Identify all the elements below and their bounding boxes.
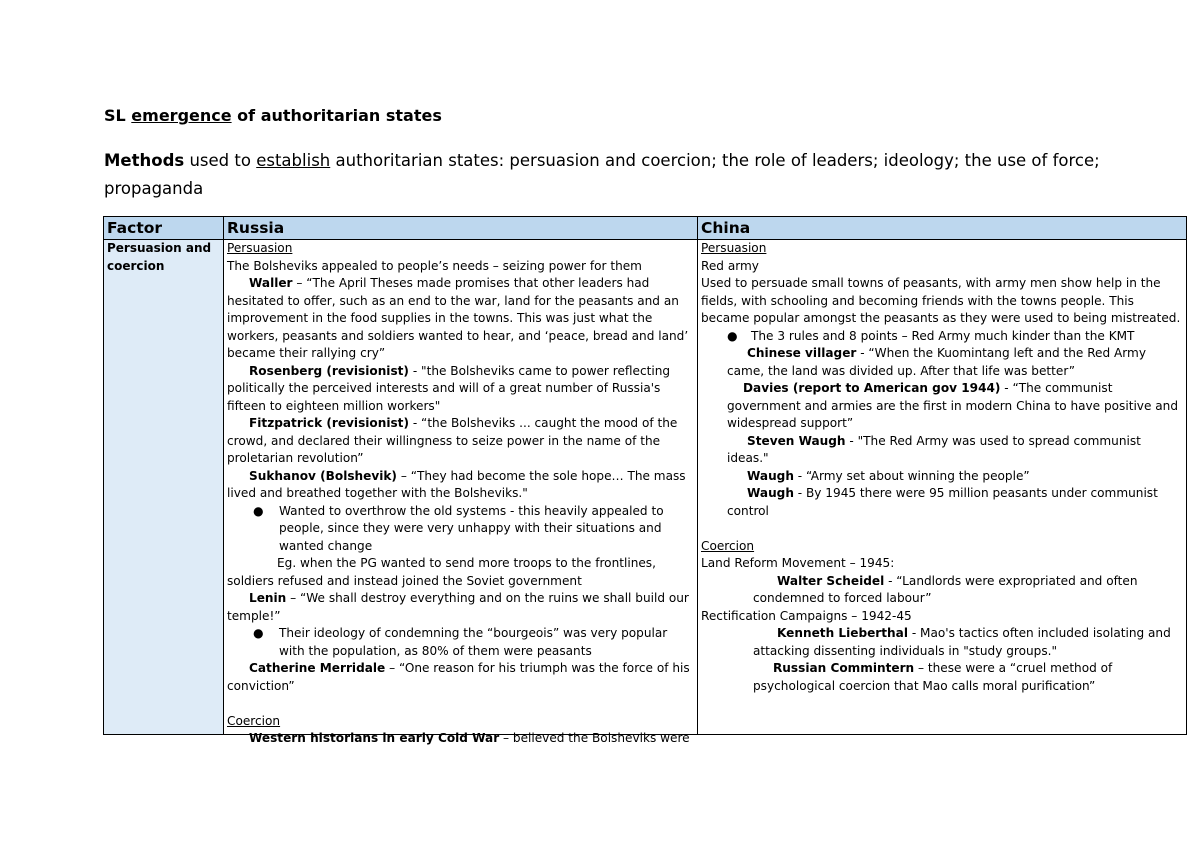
- quote-author: Catherine Merridale: [249, 661, 386, 675]
- header-russia: Russia: [224, 217, 698, 240]
- quote-author: Fitzpatrick (revisionist): [249, 416, 409, 430]
- page-title: [104, 106, 442, 126]
- quote-chinese-villager: [701, 345, 1183, 380]
- header-china: China: [698, 217, 1187, 240]
- subtitle-mid: used to: [189, 151, 251, 170]
- quote-author: Waller: [249, 276, 293, 290]
- quote-western-historians: [227, 730, 694, 748]
- example-content: Eg. when the PG wanted to send more troops to the frontlines, soldiers refused and instead joined the Soviet government: [227, 556, 656, 588]
- quote-text: – “The April Theses made promises that other leaders had hesitated to offer, such as an end to the war, land for the peasants and an improvement in the food supplies in the towns. This was just what the workers, peasants and soldiers wanted to hear, and ‘peace, bread and land’ became their rallying cry”: [227, 276, 689, 360]
- quote-sukhanov: [227, 468, 694, 503]
- title-underlined-word: emergence: [131, 106, 232, 125]
- quote-text: – “We shall destroy everything and on the ruins we shall build our temple!”: [227, 591, 689, 623]
- quote-text: - By 1945 there were 95 million peasants under communist control: [727, 486, 1158, 518]
- china-cell: [698, 240, 1187, 735]
- china-coercion-heading: Coercion: [701, 538, 755, 553]
- bullet-text: The 3 rules and 8 points – Red Army much kinder than the KMT: [751, 328, 1135, 343]
- bullet-item: [701, 328, 1183, 346]
- page-subtitle: [104, 147, 1104, 203]
- table-header-row: [104, 217, 1187, 240]
- quote-text: - Mao's tactics often included isolating and attacking dissenting individuals in "study groups.": [753, 626, 1171, 658]
- bullet-text: Wanted to overthrow the old systems - this heavily appealed to people, since they were very unhappy with their situations and wanted change: [279, 503, 664, 553]
- quote-lenin: [227, 590, 694, 625]
- quote-merridale: [227, 660, 694, 695]
- comparison-table: [103, 216, 1187, 745]
- quote-author: Walter Scheidel: [777, 573, 885, 588]
- subtitle-bold-word: Methods: [104, 151, 185, 170]
- quote-text: – these were a “cruel method of psychological coercion that Mao calls moral purification”: [753, 661, 1113, 693]
- quote-text: – believed the Bolsheviks were: [499, 731, 690, 745]
- russia-coercion-heading: Coercion: [227, 713, 281, 728]
- title-prefix: SL: [104, 106, 126, 125]
- quote-waugh-2: [701, 485, 1183, 520]
- quote-author: Sukhanov (Bolshevik): [249, 468, 397, 483]
- header-factor: Factor: [104, 217, 224, 240]
- subtitle-underlined-word: establish: [256, 151, 331, 170]
- quote-text: - “When the Kuomintang left and the Red Army came, the land was divided up. After that life was better”: [727, 346, 1146, 378]
- factor-label: Persuasion and coercion: [107, 241, 212, 273]
- quote-text: - “the Bolsheviks ... caught the mood of the crowd, and declared their willingness to seize power in the name of the proletarian revolution”: [227, 416, 678, 465]
- quote-comintern: [701, 660, 1183, 695]
- china-land-reform: Land Reform Movement – 1945:: [701, 556, 895, 570]
- quote-author: Steven Waugh: [747, 433, 846, 448]
- quote-davies: [701, 380, 1183, 433]
- quote-text: - "the Bolsheviks came to power reflecting politically the perceived interests and will of a great number of Russia's fifteen to eighteen million workers": [227, 363, 671, 413]
- quote-lieberthal: [701, 625, 1183, 660]
- quote-text: - “Army set about winning the people”: [793, 468, 1030, 483]
- title-suffix: of authoritarian states: [237, 106, 442, 125]
- bullet-icon: ●: [253, 626, 264, 640]
- quote-text: - “The communist government and armies are the first in modern China to have positive and widespread support”: [727, 381, 1178, 430]
- quote-author: Waugh: [747, 486, 794, 500]
- russia-cell: [224, 240, 698, 745]
- subtitle-rest: authoritarian states: persuasion and coercion; the role of leaders; ideology; the use of force; propaganda: [104, 151, 1100, 198]
- china-rectification: Rectification Campaigns – 1942-45: [701, 608, 912, 623]
- example-text: [227, 555, 694, 590]
- quote-author: Waugh: [747, 468, 794, 483]
- quote-author: Kenneth Lieberthal: [777, 626, 908, 640]
- quote-text: – “They had become the sole hope… The mass lived and breathed together with the Bolsheviks.": [227, 468, 686, 500]
- quote-scheidel: [701, 573, 1183, 608]
- quote-author: Russian Commintern: [773, 661, 915, 675]
- table-row: [104, 240, 1187, 735]
- china-red-army: Red army: [701, 258, 759, 273]
- quote-fitzpatrick: [227, 415, 694, 468]
- quote-author: Chinese villager: [747, 346, 857, 360]
- bullet-icon: ●: [253, 503, 264, 518]
- quote-waugh-1: [701, 468, 1183, 486]
- quote-author: Western historians in early Cold War: [249, 731, 500, 745]
- quote-author: Rosenberg (revisionist): [249, 363, 409, 378]
- quote-author: Davies (report to American gov 1944): [743, 381, 1001, 395]
- quote-text: – “One reason for his triumph was the force of his conviction”: [227, 661, 690, 693]
- china-persuasion-heading: Persuasion: [701, 241, 767, 255]
- quote-steven-waugh: [701, 433, 1183, 468]
- china-intro: Used to persuade small towns of peasants, with army men show help in the fields, with schooling and becoming friends with the towns people. This became popular amongst the peasants as they were used to being mistreated.: [701, 276, 1181, 325]
- bullet-item: [227, 503, 694, 556]
- bullet-item: [227, 625, 694, 660]
- russia-persuasion-heading: Persuasion: [227, 241, 293, 255]
- quote-rosenberg: [227, 363, 694, 416]
- bullet-icon: ●: [727, 328, 738, 343]
- factor-cell: [104, 240, 224, 735]
- quote-author: Lenin: [249, 591, 287, 605]
- quote-waller: [227, 275, 694, 363]
- quote-text: - “Landlords were expropriated and often condemned to forced labour”: [753, 573, 1138, 605]
- quote-text: - "The Red Army was used to spread communist ideas.": [727, 433, 1141, 465]
- russia-intro: The Bolsheviks appealed to people’s needs – seizing power for them: [227, 258, 642, 273]
- bullet-text: Their ideology of condemning the “bourgeois” was very popular with the population, as 80% of them were peasants: [279, 626, 668, 658]
